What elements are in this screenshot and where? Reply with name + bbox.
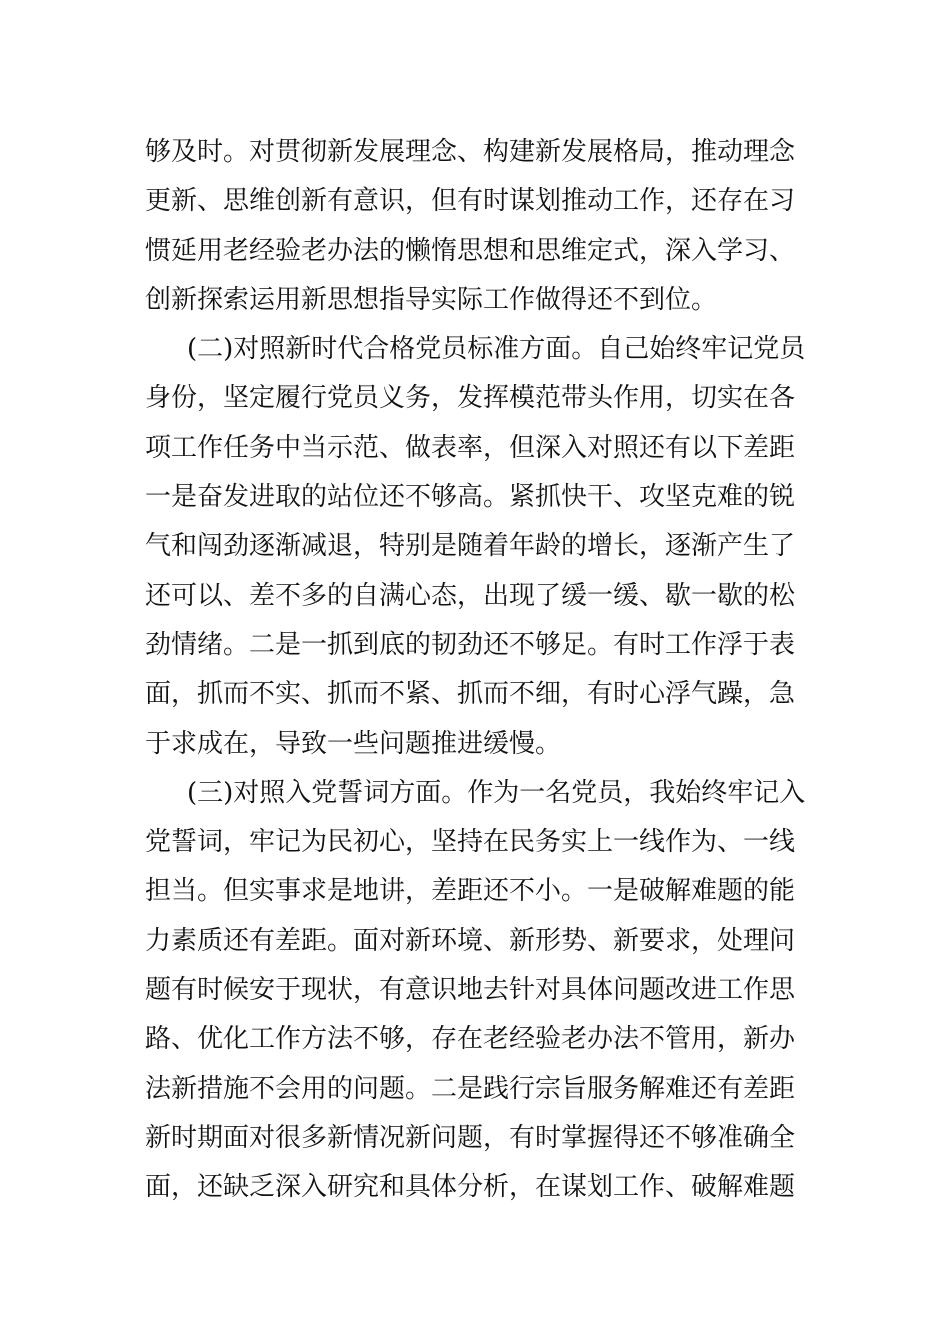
text-line: 劲情绪。二是一抓到底的韧劲还不够足。有时工作浮于表 — [145, 629, 796, 660]
paragraph-heading-2: (二)对照新时代合格党员标准方面。自己始终牢记党员 — [187, 334, 806, 365]
text-line: 更新、思维创新有意识，但有时谋划推动工作，还存在习 — [145, 186, 796, 217]
text-line: 气和闯劲逐渐减退，特别是随着年龄的增长，逐渐产生了 — [145, 531, 796, 562]
document-body — [145, 128, 809, 1213]
text-line: 面，还缺乏深入研究和具体分析，在谋划工作、破解难题 — [145, 1172, 796, 1203]
text-line: 新时期面对很多新情况新问题，有时掌握得还不够准确全 — [145, 1122, 796, 1153]
text-line: 担当。但实事求是地讲，差距还不小。一是破解难题的能 — [145, 876, 796, 907]
paragraph-heading-3: (三)对照入党誓词方面。作为一名党员，我始终牢记入 — [187, 777, 806, 808]
text-line: 够及时。对贯彻新发展理念、构建新发展格局，推动理念 — [145, 137, 796, 167]
text-line: 于求成在，导致一些问题推进缓慢。 — [145, 728, 562, 759]
text-line: 惯延用老经验老办法的懒惰思想和思维定式，深入学习、 — [145, 235, 796, 266]
text-line: 路、优化工作方法不够，存在老经验老办法不管用，新办 — [145, 1024, 796, 1055]
text-line: 身份，坚定履行党员义务，发挥模范带头作用，切实在各 — [145, 383, 796, 414]
text-line: 项工作任务中当示范、做表率，但深入对照还有以下差距 — [145, 432, 796, 463]
text-line: 力素质还有差距。面对新环境、新形势、新要求，处理问 — [145, 925, 796, 956]
text-line: 还可以、差不多的自满心态，出现了缓一缓、歇一歇的松 — [145, 580, 796, 611]
text-line: 一是奋发进取的站位还不够高。紧抓快干、攻坚克难的锐 — [145, 482, 796, 513]
text-line: 法新措施不会用的问题。二是践行宗旨服务解难还有差距 — [145, 1073, 796, 1104]
text-line: 面，抓而不实、抓而不紧、抓而不细，有时心浮气躁，急 — [145, 679, 796, 710]
text-line: 党誓词，牢记为民初心，坚持在民务实上一线作为、一线 — [145, 827, 796, 858]
text-line: 题有时候安于现状，有意识地去针对具体问题改进工作思 — [145, 975, 796, 1006]
text-line: 创新探索运用新思想指导实际工作做得还不到位。 — [145, 284, 718, 315]
